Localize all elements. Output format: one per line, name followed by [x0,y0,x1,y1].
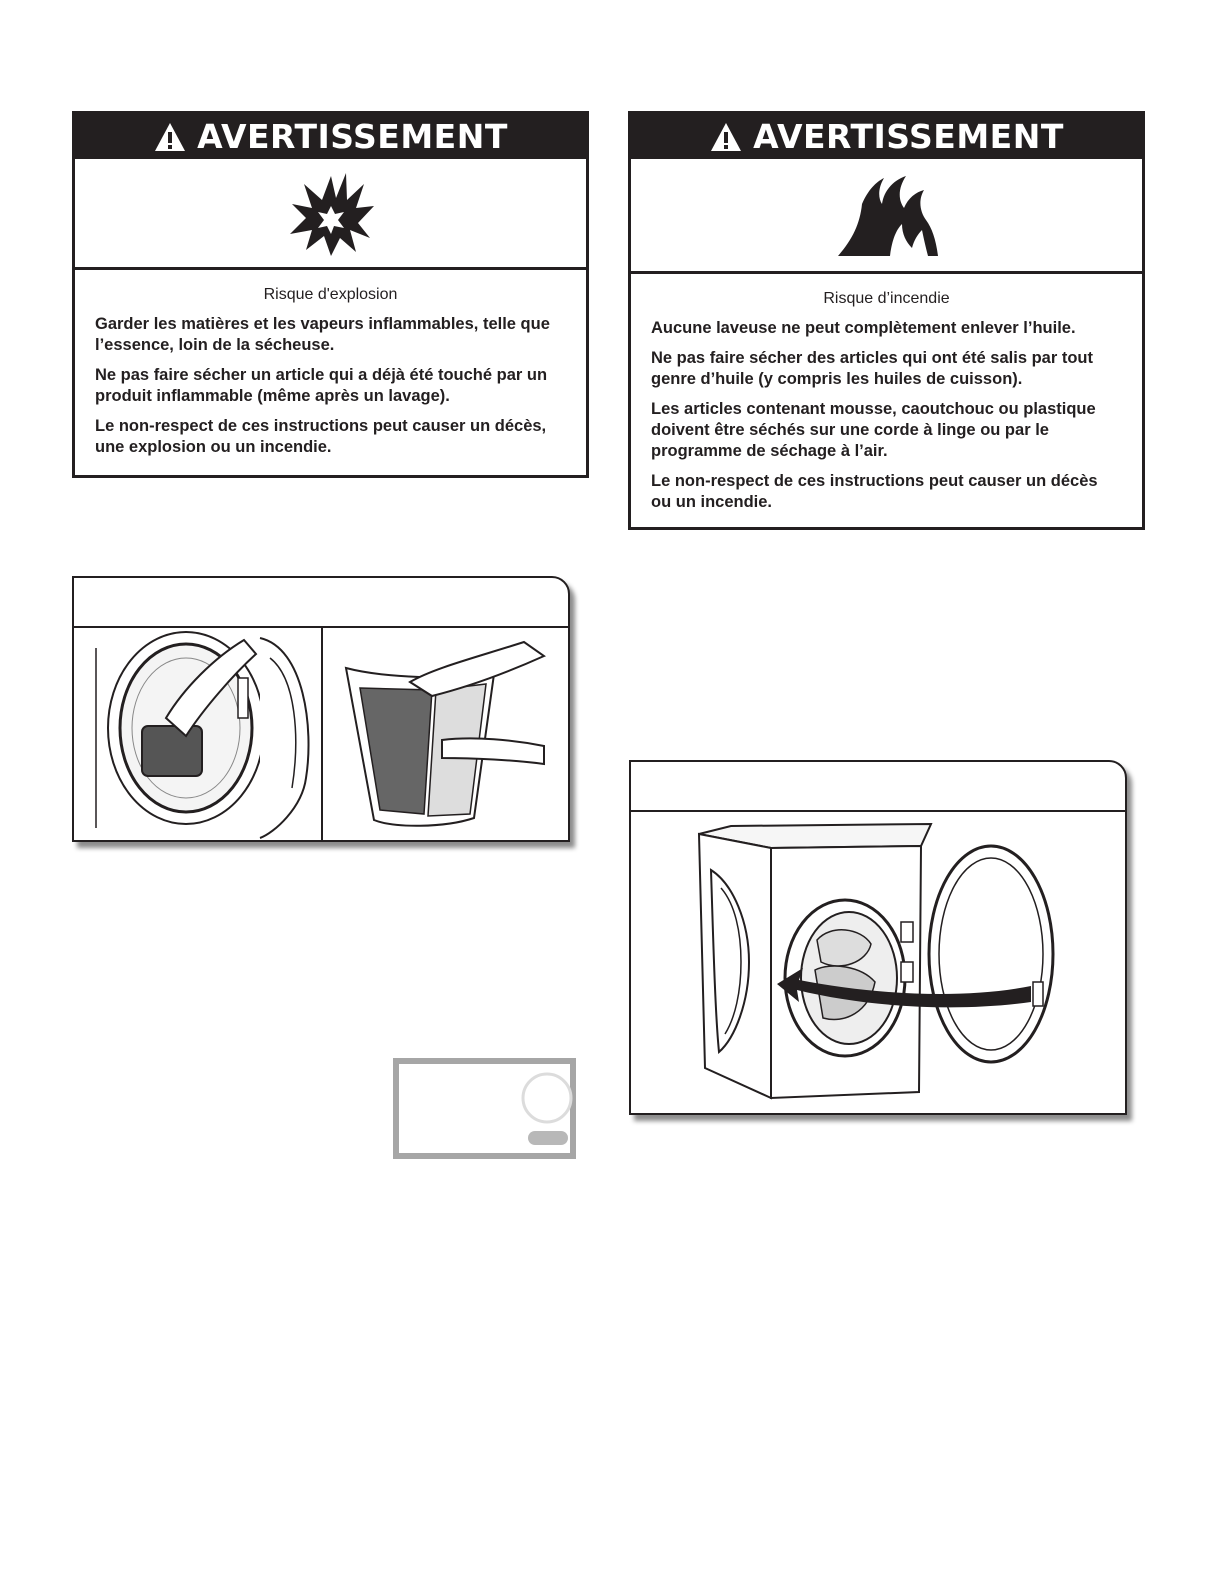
warning-paragraph: Ne pas faire sécher des articles qui ont été salis par tout genre d’huile (y compris les huiles de cuisson). [651,349,1093,388]
warning-paragraph: Ne pas faire sécher un article qui a déjà été touché par un produit inflammable (même après un lavage). [95,366,548,405]
warning-triangle-icon [153,121,187,153]
warning-paragraph: Garder les matières et les vapeurs inflammables, telle que l’essence, loin de la sécheuse. [95,315,550,354]
warning-paragraph: Les articles contenant mousse, caoutchouc ou plastique doivent être séchés sur une corde à linge ou par le programme de séchage à l’air. [651,400,1096,460]
figure-caption-area [74,578,568,628]
risk-title: Risque d'explosion [263,286,398,303]
warning-header [631,114,1142,159]
figure-caption-area [631,762,1125,812]
knob-icon [517,1068,577,1128]
warning-paragraph: Le non-respect de ces instructions peut causer un décès ou un incendie. [651,472,1098,511]
lint-screen-cleaning-illustration [324,628,570,840]
warning-icon-area [75,159,586,270]
lint-screen-figure [72,576,570,842]
dryer-door-figure [629,760,1127,1115]
figure-divider [321,628,323,840]
warning-paragraph: Le non-respect de ces instructions peut causer un décès, une explosion ou un incendie. [95,417,547,456]
warning-icon-area [631,159,1142,274]
door-close-arrow-icon [631,812,1125,1112]
button-icon [527,1130,569,1146]
fire-icon [832,170,942,260]
risk-title: Risque d’incendie [823,290,950,307]
warning-title: AVERTISSEMENT [197,117,508,156]
warning-paragraph: Aucune laveuse ne peut complètement enlever l’huile. [651,319,1076,337]
warning-triangle-icon [709,121,743,153]
warning-fire [628,111,1145,530]
control-panel-illustration [393,1058,576,1159]
warning-title: AVERTISSEMENT [753,117,1064,156]
warning-header [75,114,586,159]
explosion-icon [286,168,376,258]
lint-screen-removal-illustration [74,628,322,840]
warning-explosion [72,111,589,478]
